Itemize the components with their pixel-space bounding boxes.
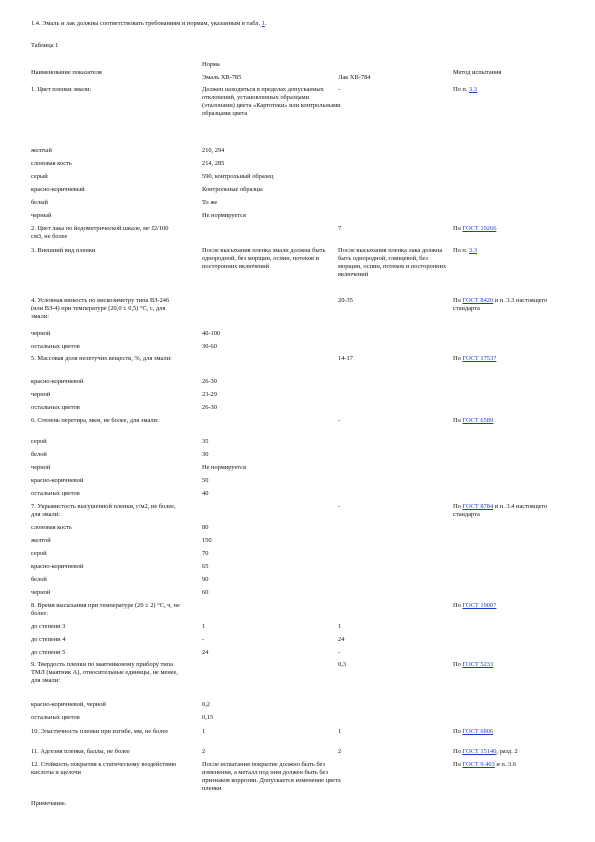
cell-c3: - [338,86,341,93]
cell-c2: После испытания покрытие должно быть без изменения, а металл под ним должен быть без признаков коррозии. Допускается изменение цвета пленки [202,761,341,792]
cell-c1: 7. Укрывистость высушенной пленки, г/м2, не более, для эмали: [31,503,176,518]
cell-c2: Должен находиться в пределах допускаемых отклонений, установленных образцами (эталонами) цвета «Картотеки» или контрольными образцами цвета [202,86,341,117]
cell-c3: 1 [338,623,342,630]
method-prefix: По [453,661,463,668]
method-link[interactable]: ГОСТ 8420 [462,297,494,304]
cell-c1: красно-коричневой [31,477,84,484]
cell-c2: 2 [202,748,206,755]
cell-c1: 1. Цвет пленки эмали: [31,86,92,93]
method-prefix: По [453,355,463,362]
method-link[interactable]: ГОСТ 19007 [462,602,497,609]
method-link[interactable]: ГОСТ 19266 [462,225,497,232]
cell-c2: 590, контрольный образец [202,173,274,180]
cell-c3: 7 [338,225,342,232]
method-prefix: По [453,417,463,424]
method-link[interactable]: ГОСТ 17537 [462,355,497,362]
cell-c2: 1 [202,623,206,630]
cell-c1: 3. Внешний вид пленки [31,247,96,254]
cell-c1: белой [31,451,47,458]
intro-end: . [264,20,267,27]
cell-c1: 9. Твердость пленки по маятниковому прибору типа ТМЛ (маятник А), относительные единицы, не менее, для эмали: [31,661,179,684]
cell-c1: 10. Эластичность пленки при изгибе, мм, не более [31,728,169,735]
cell-c3: 20-35 [338,297,353,304]
cell-c3: 24 [338,636,345,643]
cell-c1: остальных цветов [31,404,80,411]
intro-text: 1.4. Эмаль и лак должны соответствовать требованиям и нормам, указанным в табл. [31,20,262,27]
method-prefix: По [453,297,463,304]
cell-c2: 210, 294 [202,147,225,154]
cell-c2: 0,2 [202,701,210,708]
cell-method [453,355,573,363]
method-prefix: По [453,602,463,609]
method-link[interactable]: ГОСТ 6589 [462,417,494,424]
cell-c1: черной [31,464,51,471]
cell-c2: 30 [202,451,209,458]
method-suffix: , разд. 2 [496,748,518,755]
method-suffix: и п. 3.4 настоящего стандарта [453,503,548,518]
cell-c1: серой [31,550,47,557]
cell-c2: Не нормируется [202,212,246,219]
cell-c1: белый [31,199,48,206]
method-prefix: По [453,748,463,755]
method-prefix: По п. [453,247,470,254]
cell-c2: 40 [202,490,209,497]
header-method: Метод испытания [453,69,502,76]
cell-c2: 40-100 [202,330,221,337]
cell-c3: После высыхания пленка лака должна быть однородной, глянцевой, без морщин, оспин, потеков и посторонних включений [338,247,447,278]
cell-c2: 26-30 [202,378,217,385]
cell-c3: 2 [338,748,342,755]
cell-method [453,297,573,313]
method-link[interactable]: ГОСТ 8784 [462,503,494,510]
cell-c2: - [202,636,205,643]
method-prefix: По [453,728,463,735]
header-enamel: Эмаль ХВ-785 [202,74,242,81]
cell-c2: 80 [202,524,209,531]
cell-c2: То же [202,199,218,206]
cell-c2: 1 [202,728,206,735]
cell-c1: остальных цветов [31,343,80,350]
cell-c1: слоновая кость [31,160,72,167]
cell-c1: 8. Время высыхания при температуре (20 ± 2) °С, ч, не более: [31,602,180,617]
cell-c2: 70 [202,550,209,557]
cell-c1: красно-коричневой [31,378,84,385]
cell-c2: После высыхания пленка эмали должна быть однородной, без морщин, оспин, потеков и посторонних включений [202,247,326,270]
cell-c3: 14-17 [338,355,353,362]
method-link[interactable]: ГОСТ 9.403 [462,761,495,768]
cell-c1: 5. Массовая доля нелетучих веществ, %, для эмали: [31,355,172,362]
cell-c1: остальных цветов [31,714,80,721]
header-lacquer: Лак ХВ-784 [338,74,371,81]
intro-paragraph [31,20,267,28]
cell-c1: серый [31,173,48,180]
cell-c2: 90 [202,576,209,583]
cell-c2: 150 [202,537,212,544]
cell-c1: черной [31,589,51,596]
method-prefix: По п. [453,86,470,93]
cell-c1: черный [31,212,52,219]
cell-c1: красно-коричневой [31,563,84,570]
cell-c1: до степени 4 [31,636,66,643]
cell-c1: красно-коричневой, черной [31,701,106,708]
cell-c1: 2. Цвет лака по йодометрической шкале, мг J2/100 см3, не более [31,225,169,240]
cell-c3: 0,3 [338,661,346,668]
method-link[interactable]: 3.3 [469,86,478,93]
method-link[interactable]: ГОСТ 6806 [462,728,494,735]
cell-method [453,503,573,519]
cell-c3: 1 [338,728,342,735]
footer-note: Примечание. [31,800,67,807]
header-name: Наименование показателя [31,69,102,76]
cell-c3: - [338,417,341,424]
cell-c1: 4. Условная вязкость по вискозиметру типа ВЗ-246 (или ВЗ-4) при температуре (20,0 ± 0,5) °С, с, для эмали: [31,297,170,320]
cell-method [453,728,573,736]
cell-c3: - [338,649,341,656]
cell-c2: 65 [202,563,209,570]
cell-c1: 6. Степень перетира, мкм, не более, для эмали: [31,417,159,424]
cell-method [453,417,573,425]
cell-c2: 30-60 [202,343,217,350]
cell-method [453,86,573,94]
cell-c2: 35 [202,438,209,445]
cell-method [453,247,573,255]
cell-c1: 12. Стойкость покрытия к статическому воздействию кислоты и щелочи [31,761,177,776]
cell-c1: остальных цветов [31,490,80,497]
cell-c1: слоновая кость [31,524,72,531]
cell-c1: желтый [31,147,52,154]
cell-c2: 0,15 [202,714,214,721]
cell-c1: до степени 3 [31,623,66,630]
cell-c2: 214, 285 [202,160,225,167]
cell-c2: 24 [202,649,209,656]
cell-method [453,748,573,756]
cell-c1: серой [31,438,47,445]
method-prefix: По [453,503,463,510]
cell-c1: 11. Адгезия пленки, баллы, не более [31,748,130,755]
cell-c1: желтой [31,537,51,544]
cell-method [453,602,573,610]
method-prefix: По [453,761,463,768]
method-link[interactable]: ГОСТ 15140 [462,748,497,755]
method-link[interactable]: ГОСТ 5233 [462,661,494,668]
cell-c2: 50 [202,477,209,484]
cell-c3: - [338,503,341,510]
cell-c1: черной [31,391,51,398]
header-norm: Норма [202,61,220,68]
cell-c2: 60 [202,589,209,596]
cell-c1: белой [31,576,47,583]
method-link[interactable]: 3.3 [469,247,478,254]
cell-c2: 23-29 [202,391,217,398]
cell-c2: Контрольные образцы [202,186,263,193]
table-caption: Таблица 1 [31,42,59,49]
cell-c2: 26-30 [202,404,217,411]
cell-c1: до степени 5 [31,649,66,656]
cell-c2: Не нормируется [202,464,246,471]
method-suffix: и п. 3.3 настоящего стандарта [453,297,548,312]
method-suffix: и п. 3.6 [494,761,517,768]
cell-method [453,761,573,769]
cell-c1: черной [31,330,51,337]
cell-c1: красно-коричневый [31,186,85,193]
table-link[interactable]: 1 [261,20,265,27]
cell-method [453,661,573,669]
cell-method [453,225,573,233]
method-prefix: По [453,225,463,232]
